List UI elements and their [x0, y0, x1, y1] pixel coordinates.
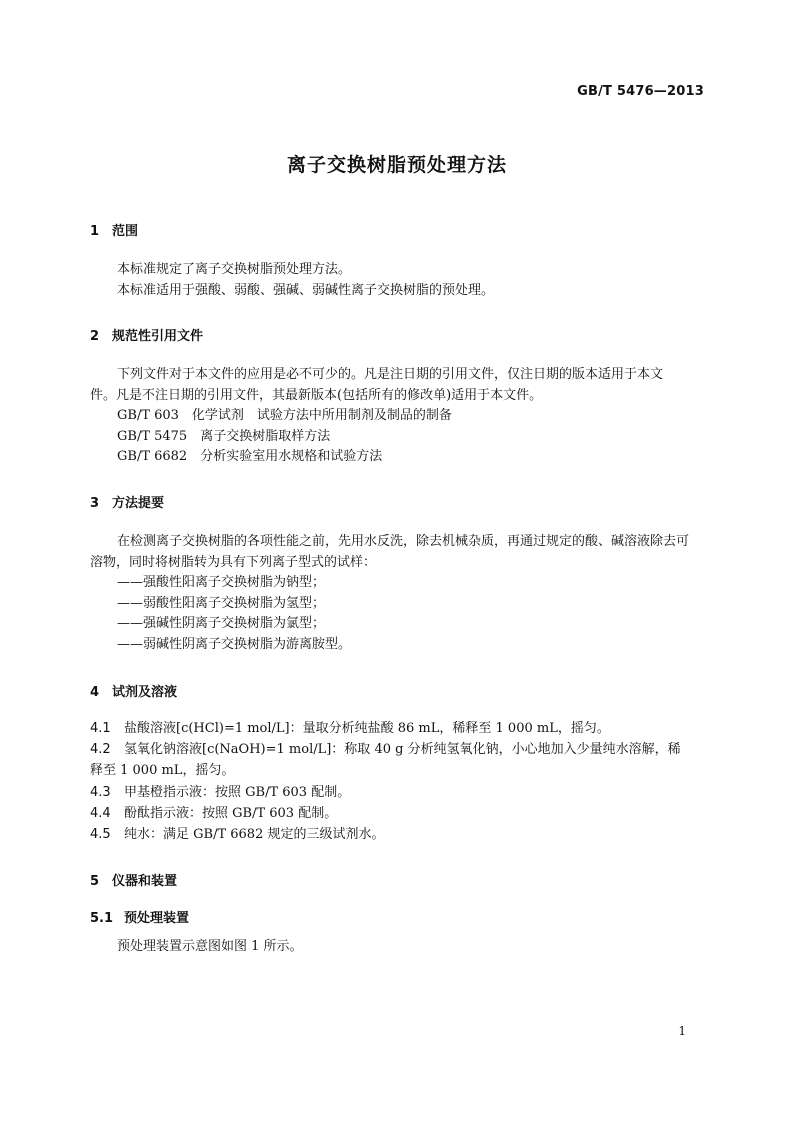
- dash-list-item: ——弱酸性阳离子交换树脂为氢型；: [117, 595, 326, 611]
- page-number: 1: [678, 1024, 686, 1038]
- reagent-item: [90, 804, 704, 825]
- text-line: 本标准规定了离子交换树脂预处理方法。: [117, 262, 352, 277]
- item-text: 盐酸溶液[c(HCl)=1 mol/L]：量取分析纯盐酸 86 mL，稀释至 1 000 mL，摇匀。: [124, 721, 610, 736]
- section-heading-normative-references: [90, 325, 203, 344]
- dash-list-item: ——弱碱性阴离子交换树脂为游离胺型。: [117, 636, 352, 652]
- reference-item: GB/T 5475 离子交换树脂取样方法: [117, 428, 331, 444]
- section-number: 3: [90, 496, 100, 511]
- section-title: 范围: [112, 224, 139, 239]
- section-title: 仪器和装置: [112, 874, 178, 889]
- reagent-item: [90, 825, 704, 846]
- item-text: 氢氧化钠溶液[c(NaOH)=1 mol/L]：称取 40 g 分析纯氢氧化钠，小心地加入少量纯水溶解，稀: [124, 742, 681, 757]
- reagent-item: [90, 783, 704, 804]
- text-line: 预处理装置示意图如图 1 所示。: [117, 939, 303, 954]
- text-line: 下列文件对于本文件的应用是必不可少的。凡是注日期的引用文件，仅注日期的版本适用于本文: [117, 367, 664, 382]
- item-number: 4.1: [90, 721, 111, 736]
- reference-item: GB/T 6682 分析实验室用水规格和试验方法: [117, 449, 383, 464]
- item-text: 释至 1 000 mL，摇匀。: [90, 763, 235, 778]
- item-text: 甲基橙指示液：按照 GB/T 603 配制。: [124, 785, 351, 800]
- section-heading-scope: [90, 220, 138, 239]
- section-heading-apparatus: [90, 870, 177, 889]
- subsection-title: 预处理装置: [124, 911, 190, 926]
- item-number: 4.2: [90, 742, 111, 757]
- reference-item: GB/T 603 化学试剂 试验方法中所用制剂及制品的制备: [117, 408, 452, 423]
- scope-paragraph: [90, 260, 704, 301]
- section-number: 2: [90, 329, 100, 344]
- section-number: 5: [90, 874, 100, 889]
- section-number: 1: [90, 224, 100, 239]
- section-title: 试剂及溶液: [112, 685, 178, 700]
- section-heading-reagents: [90, 681, 177, 700]
- section-title: 方法提要: [112, 496, 165, 511]
- reagent-item: [90, 719, 704, 740]
- dash-list-item: ——强酸性阳离子交换树脂为钠型；: [117, 575, 326, 590]
- reagent-item-continuation: [90, 761, 704, 782]
- text-line: 在检测离子交换树脂的各项性能之前，先用水反洗，除去机械杂质，再通过规定的酸、碱溶液除去可: [117, 534, 690, 549]
- item-number: 4.3: [90, 785, 111, 800]
- method-summary-paragraph: [90, 532, 704, 655]
- item-text: 酚酞指示液：按照 GB/T 603 配制。: [124, 806, 338, 821]
- page-title: 离子交换树脂预处理方法: [286, 154, 507, 176]
- standard-code: GB/T 5476—2013: [577, 84, 704, 99]
- section-number: 4: [90, 685, 100, 700]
- item-text: 纯水：满足 GB/T 6682 规定的三级试剂水。: [124, 827, 385, 842]
- item-number: 4.4: [90, 806, 111, 821]
- subsection-heading-pretreatment-device: [90, 907, 189, 926]
- reagent-item: [90, 740, 704, 761]
- section-heading-method-summary: [90, 492, 164, 511]
- text-line: 本标准适用于强酸、弱酸、强碱、弱碱性离子交换树脂的预处理。: [117, 282, 495, 298]
- subsection-number: 5.1: [90, 911, 114, 926]
- text-line: 件。凡是不注日期的引用文件，其最新版本(包括所有的修改单)适用于本文件。: [90, 387, 543, 403]
- references-paragraph: [90, 365, 704, 468]
- text-line: 溶物，同时将树脂转为具有下列离子型式的试样：: [90, 554, 377, 570]
- section-title: 规范性引用文件: [112, 329, 204, 344]
- item-number: 4.5: [90, 827, 111, 842]
- apparatus-paragraph: [90, 937, 704, 958]
- dash-list-item: ——强碱性阴离子交换树脂为氯型；: [117, 616, 326, 631]
